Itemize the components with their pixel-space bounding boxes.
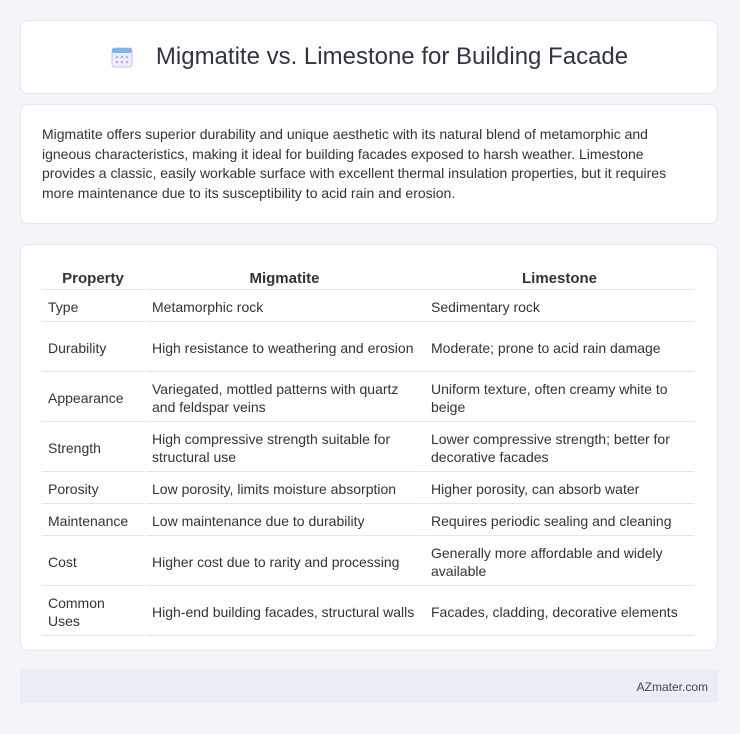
page-title: Migmatite vs. Limestone for Building Facade [155,43,629,70]
footer-site-label: AZmater.com [636,679,708,694]
summary-card [20,104,718,224]
limestone-cell: Requires periodic sealing and cleaning [425,506,694,536]
migmatite-cell: High-end building facades, structural walls [146,588,423,636]
property-cell: Appearance [42,374,144,422]
property-cell: Strength [42,424,144,472]
migmatite-cell: High compressive strength suitable for structural use [146,424,423,472]
footer [20,670,718,703]
migmatite-cell: Higher cost due to rarity and processing [146,538,423,586]
limestone-cell: Generally more affordable and widely available [425,538,694,586]
migmatite-cell: Low porosity, limits moisture absorption [146,474,423,504]
comparison-table-card [20,244,718,651]
title-card [20,20,718,94]
limestone-cell: Lower compressive strength; better for decorative facades [425,424,694,472]
table-row [42,292,694,322]
limestone-cell: Moderate; prone to acid rain damage [425,324,694,372]
property-cell: Common Uses [42,588,144,636]
table-row [42,424,694,472]
property-cell: Durability [42,324,144,372]
table-row [42,506,694,536]
table-row [42,374,694,422]
header-migmatite: Migmatite [146,267,423,290]
property-cell: Cost [42,538,144,586]
limestone-cell: Higher porosity, can absorb water [425,474,694,504]
migmatite-cell: Metamorphic rock [146,292,423,322]
migmatite-cell: Low maintenance due to durability [146,506,423,536]
table-row [42,324,694,372]
table-header-row [42,267,694,290]
property-cell: Maintenance [42,506,144,536]
table-row [42,538,694,586]
header-limestone: Limestone [425,267,694,290]
header-property: Property [42,267,144,290]
property-cell: Type [42,292,144,322]
limestone-cell: Uniform texture, often creamy white to beige [425,374,694,422]
table-row [42,474,694,504]
limestone-cell: Facades, cladding, decorative elements [425,588,694,636]
table-row [42,588,694,636]
property-cell: Porosity [42,474,144,504]
comparison-table [40,265,696,638]
limestone-cell: Sedimentary rock [425,292,694,322]
summary-text: Migmatite offers superior durability and unique aesthetic with its natural blend of metamorphic and igneous characteristics, making it ideal for building facades exposed to harsh weather. Limestone provides a classic, easily workable surface with excellent thermal insulation properties, but it requires more maintenance due to its susceptibility to acid rain and erosion. [42,126,667,201]
migmatite-cell: High resistance to weathering and erosion [146,324,423,372]
calendar-icon [110,45,134,69]
migmatite-cell: Variegated, mottled patterns with quartz and feldspar veins [146,374,423,422]
